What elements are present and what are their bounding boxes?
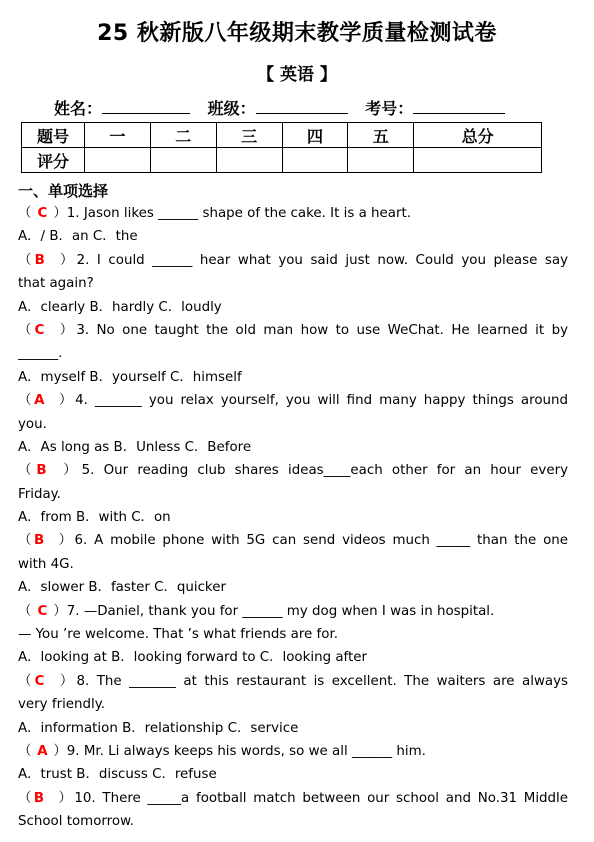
question-list <box>18 202 568 834</box>
question-line <box>18 319 568 342</box>
question-line <box>18 740 568 763</box>
question-text: ）10. There _____a football match between our school and No.31 Middle <box>55 790 568 806</box>
answer-bracket-open: （ <box>18 463 37 479</box>
answer-mark: C <box>34 322 45 338</box>
answer-mark: C <box>37 206 48 221</box>
score-header-cell: 四 <box>282 123 348 148</box>
student-info-row <box>54 96 574 119</box>
answer-bracket-open: （ <box>18 743 32 759</box>
question-line <box>18 670 568 693</box>
answer-bracket-open: （ <box>18 673 35 689</box>
text-line: A．trust B．discuss C．refuse <box>18 767 217 783</box>
answer-mark: C <box>34 673 45 689</box>
text-line: A．/ B．an C．the <box>18 229 138 245</box>
class-blank[interactable] <box>256 99 348 114</box>
text-line: A．myself B．yourself C．himself <box>18 369 242 385</box>
text-line: A．slower B．faster C．quicker <box>18 580 226 596</box>
score-cell[interactable] <box>85 148 151 173</box>
answer-mark: A <box>34 393 45 409</box>
text-line: very friendly. <box>18 697 106 713</box>
score-cell[interactable] <box>216 148 282 173</box>
question-text: ）4. _______ you relax yourself, you will find many happy things around <box>56 393 568 409</box>
score-table <box>21 122 542 173</box>
text-line: A．As long as B．Unless C．Before <box>18 439 252 455</box>
section-title: 一、单项选择 <box>18 182 109 200</box>
score-header-cell: 总分 <box>414 123 542 148</box>
name-blank[interactable] <box>102 99 190 114</box>
answer-bracket-open: （ <box>18 603 32 619</box>
answer-bracket-open: （ <box>18 533 34 549</box>
question-line <box>18 459 568 482</box>
answer-bracket-open: （ <box>18 790 34 806</box>
question-text: ）5. Our reading club shares ideas____each other for an hour every <box>58 463 568 479</box>
answer-bracket-open: （ <box>18 252 35 268</box>
text-line: A．information B．relationship C．service <box>18 720 299 736</box>
answer-mark: B <box>33 533 45 549</box>
answer-mark: B <box>33 790 45 806</box>
score-cell[interactable] <box>150 148 216 173</box>
text-line: A．clearly B．hardly C．loudly <box>18 299 222 315</box>
exam-title: 25 秋新版八年级期末教学质量检测试卷 <box>97 21 497 46</box>
question-text: ）9. Mr. Li always keeps his words, so we all ______ him. <box>53 743 426 759</box>
answer-bracket-open: （ <box>18 322 35 338</box>
question-text: ）6. A mobile phone with 5G can send videos much _____ than the one <box>55 533 568 549</box>
class-label: 班级： <box>207 99 256 118</box>
question-line <box>18 202 568 225</box>
score-cell[interactable] <box>414 148 542 173</box>
exam-subject: 【 英语 】 <box>257 65 337 85</box>
text-line: A．from B．with C．on <box>18 510 171 526</box>
text-line: that again? <box>18 276 94 292</box>
question-line <box>18 389 568 412</box>
text-line: School tomorrow. <box>18 814 135 830</box>
score-table-score-row <box>22 148 542 173</box>
question-text: ）2. I could ______ hear what you said just now. Could you please say <box>56 252 568 268</box>
score-header-cell: 二 <box>150 123 216 148</box>
question-text: ）7. —Daniel, thank you for ______ my dog when I was in hospital. <box>53 603 495 619</box>
answer-mark: C <box>37 603 48 619</box>
text-line: — You ’re welcome. That ’s what friends are for. <box>18 627 338 643</box>
question-text: ）1. Jason likes ______ shape of the cake. It is a heart. <box>53 206 411 221</box>
name-label: 姓名： <box>54 99 103 118</box>
text-line: you. <box>18 416 47 432</box>
question-text: ）3. No one taught the old man how to use WeChat. He learned it by <box>56 322 568 338</box>
question-line <box>18 529 568 552</box>
answer-bracket-open: （ <box>18 206 32 221</box>
score-header-cell: 三 <box>216 123 282 148</box>
exam-no-blank[interactable] <box>413 99 505 114</box>
question-line <box>18 787 568 810</box>
score-header-cell: 题号 <box>22 123 85 148</box>
exam-no-label: 考号： <box>365 99 414 118</box>
text-line: Friday. <box>18 486 61 502</box>
score-row-label: 评分 <box>22 148 85 173</box>
answer-mark: A <box>37 743 48 759</box>
score-cell[interactable] <box>348 148 414 173</box>
question-line <box>18 600 568 623</box>
score-header-cell: 一 <box>85 123 151 148</box>
answer-mark: B <box>36 463 47 479</box>
question-text: ）8. The _______ at this restaurant is excellent. The waiters are always <box>56 673 568 689</box>
score-table-header-row <box>22 123 542 148</box>
text-line: A．looking at B．looking forward to C．looking after <box>18 650 368 666</box>
answer-mark: B <box>34 252 45 268</box>
text-line: with 4G. <box>18 556 74 572</box>
answer-bracket-open: （ <box>18 393 35 409</box>
score-header-cell: 五 <box>348 123 414 148</box>
score-cell[interactable] <box>282 148 348 173</box>
text-line: ______. <box>18 346 63 362</box>
question-line <box>18 249 568 272</box>
